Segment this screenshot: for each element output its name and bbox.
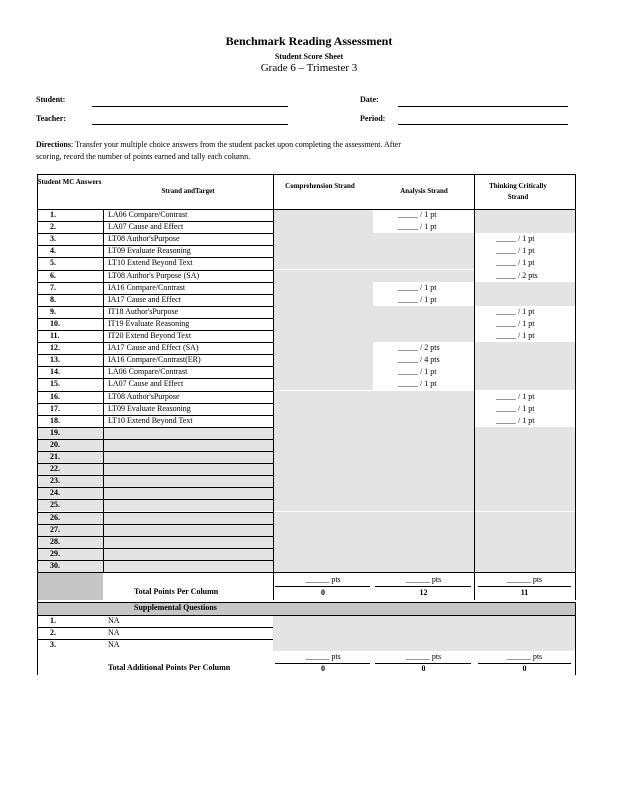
- row-number: 8.: [50, 294, 56, 304]
- cell-shade: [37, 524, 575, 536]
- analysis-score-field[interactable]: _____ / 1 pt: [398, 282, 437, 292]
- cell-shade: [273, 270, 373, 282]
- row-target: LA06 Compare/Contrast: [108, 367, 188, 377]
- directions-label: Directions: [36, 140, 71, 149]
- row-number: 10.: [50, 318, 60, 328]
- thinking-score-field[interactable]: _____ / 1 pt: [496, 306, 535, 316]
- thinking-score-field[interactable]: _____ / 1 pt: [496, 391, 535, 401]
- cell-shade: [37, 499, 575, 511]
- cell-shade: [474, 221, 575, 233]
- row-number: 6.: [50, 270, 56, 280]
- row-target: LT10 Extend Beyond Text: [108, 258, 193, 268]
- supplemental-row-target: NA: [108, 640, 120, 649]
- cell-shade: [474, 354, 575, 366]
- thinking-score-field[interactable]: _____ / 1 pt: [496, 234, 535, 244]
- think-add-value: 0: [522, 664, 527, 673]
- cell-shade: [273, 233, 373, 245]
- thinking-score-field[interactable]: _____ / 2 pts: [496, 270, 538, 280]
- row-number: 18.: [50, 415, 60, 425]
- row-target: LT08 Author'sPurpose: [108, 234, 180, 244]
- row-target: LT09 Evaluate Reasoning: [108, 403, 191, 413]
- cell-shade: [273, 209, 373, 221]
- cell-shade: [373, 415, 474, 427]
- analysis-score-field[interactable]: _____ / 1 pt: [398, 379, 437, 389]
- row-number: 21.: [50, 452, 60, 461]
- supplemental-top-rule: [37, 602, 575, 603]
- cell-shade: [373, 233, 474, 245]
- row-number: 17.: [50, 403, 60, 413]
- teacher-label: Teacher:: [36, 114, 66, 123]
- cell-shade: [273, 306, 373, 318]
- row-rule: [37, 439, 273, 440]
- totals-shade: [37, 572, 103, 600]
- header-thinking: Thinking Critically Strand: [489, 182, 547, 201]
- thinking-score-field[interactable]: _____ / 1 pt: [496, 331, 535, 340]
- cell-shade: [273, 366, 373, 378]
- cell-shade: [273, 415, 373, 427]
- cell-shade: [373, 270, 474, 282]
- think-total-pts-field[interactable]: ______ pts: [506, 575, 543, 584]
- row-number: 7.: [50, 282, 56, 292]
- directions: [36, 139, 584, 163]
- period-field[interactable]: [398, 124, 568, 125]
- thinking-score-field[interactable]: _____ / 1 pt: [496, 403, 535, 413]
- supplemental-shade: [273, 615, 575, 651]
- row-number: 27.: [50, 524, 60, 534]
- row-number: 13.: [50, 355, 60, 365]
- supplemental-row-number: 2.: [50, 628, 56, 637]
- row-number: 29.: [50, 548, 60, 558]
- anal-add-pts-field[interactable]: ______ pts: [405, 652, 442, 661]
- cell-shade: [474, 294, 575, 306]
- cell-shade: [273, 403, 373, 415]
- student-label: Student:: [36, 95, 66, 104]
- row-number: 19.: [50, 427, 60, 437]
- cell-shade: [37, 487, 575, 499]
- row-number: 11.: [50, 331, 60, 340]
- comp-add-value: 0: [321, 664, 325, 673]
- page-title: Benchmark Reading Assessment: [225, 34, 393, 48]
- cell-shade: [474, 378, 575, 390]
- cell-shade: [273, 354, 373, 366]
- cell-shade: [474, 366, 575, 378]
- date-field[interactable]: [398, 106, 568, 107]
- cell-shade: [37, 463, 575, 475]
- table-top-rule: [37, 174, 575, 175]
- cell-shade: [37, 427, 575, 439]
- cell-shade: [37, 475, 575, 487]
- row-target: IT20 Extend Beyond Text: [108, 331, 192, 340]
- cell-shade: [37, 512, 575, 524]
- comp-total-pts-field[interactable]: ______ pts: [305, 575, 341, 584]
- row-number: 15.: [50, 379, 60, 389]
- row-target: IT18 Author'sPurpose: [108, 306, 179, 316]
- row-number: 2.: [50, 222, 56, 232]
- column-rule: [273, 174, 274, 600]
- row-number: 28.: [50, 536, 60, 546]
- cell-shade: [373, 245, 474, 257]
- row-number: 14.: [50, 367, 60, 377]
- period-label: Period:: [360, 114, 386, 123]
- column-rule: [474, 174, 475, 600]
- row-number: 25.: [50, 500, 60, 510]
- row-rule: [37, 548, 273, 549]
- cell-shade: [273, 294, 373, 306]
- analysis-score-field[interactable]: _____ / 1 pt: [398, 294, 437, 304]
- supplemental-row-target: NA: [108, 628, 120, 637]
- row-target: LT08 Author's Purpose (SA): [108, 270, 200, 280]
- cell-shade: [373, 306, 474, 318]
- row-number: 1.: [50, 210, 56, 219]
- row-rule: [37, 499, 273, 500]
- row-rule: [37, 627, 273, 628]
- cell-shade: [37, 560, 575, 572]
- cell-shade: [37, 439, 575, 451]
- row-target: LT08 Author'sPurpose: [108, 391, 180, 401]
- row-target: IA17 Cause and Effect (SA): [108, 343, 199, 353]
- row-target: IA16 Compare/Contrast(ER): [108, 355, 201, 365]
- cell-shade: [373, 403, 474, 415]
- row-number: 30.: [50, 560, 60, 570]
- cell-shade: [273, 378, 373, 390]
- date-label: Date:: [360, 95, 379, 104]
- cell-shade: [474, 342, 575, 354]
- header-strand: Strand andTarget: [161, 187, 215, 195]
- supplemental-row-number: 1.: [50, 616, 56, 625]
- cell-shade: [373, 318, 474, 330]
- row-number: 26.: [50, 512, 60, 522]
- cell-shade: [273, 221, 373, 233]
- thinking-score-field[interactable]: _____ / 1 pt: [496, 415, 535, 425]
- cell-shade: [37, 536, 575, 548]
- grade-line: Grade 6 – Trimester 3: [260, 62, 358, 74]
- column-rule: [575, 602, 576, 675]
- cell-shade: [373, 330, 474, 342]
- row-number: 5.: [50, 258, 56, 268]
- supplemental-header-bar: [37, 602, 575, 615]
- analysis-score-field[interactable]: _____ / 1 pt: [398, 367, 437, 377]
- thinking-score-field[interactable]: _____ / 1 pt: [496, 246, 535, 256]
- header-analysis: Analysis Strand: [400, 187, 448, 195]
- row-target: IA16 Compare/Contrast: [108, 282, 186, 292]
- cell-shade: [273, 391, 373, 403]
- row-target: LT10 Extend Beyond Text: [108, 415, 193, 425]
- think-total-value: 11: [520, 588, 529, 597]
- row-rule: [37, 463, 273, 464]
- comp-total-underline: [275, 586, 370, 587]
- anal-total-underline: [375, 586, 471, 587]
- row-number: 23.: [50, 476, 60, 486]
- row-target: LA07 Cause and Effect: [108, 222, 184, 232]
- row-rule: [37, 639, 273, 640]
- comp-add-pts-field[interactable]: ______ pts: [305, 652, 341, 661]
- cell-shade: [273, 330, 373, 342]
- header-answers: Student MC Answers: [37, 178, 102, 186]
- cell-shade: [474, 209, 575, 221]
- think-add-pts-field[interactable]: ______ pts: [506, 652, 543, 661]
- row-rule: [37, 524, 273, 525]
- teacher-field[interactable]: [92, 124, 288, 125]
- analysis-score-field[interactable]: _____ / 2 pts: [398, 343, 440, 353]
- row-target: IA17 Cause and Effect: [108, 294, 181, 304]
- row-rule: [37, 487, 273, 488]
- row-rule: [37, 512, 273, 513]
- page-subtitle: Student Score Sheet: [274, 52, 344, 61]
- cell-shade: [373, 257, 474, 269]
- row-number: 22.: [50, 464, 60, 474]
- totals-top-rule: [37, 572, 575, 573]
- supplemental-row-number: 3.: [50, 640, 56, 649]
- thinking-score-field[interactable]: _____ / 1 pt: [496, 258, 535, 268]
- row-target: LA06 Compare/Contrast: [108, 210, 188, 219]
- row-rule: [37, 475, 273, 476]
- directions-line1: : Transfer your multiple choice answers from the student packet upon completing the assessment. After: [70, 140, 401, 149]
- row-number: 12.: [50, 343, 60, 353]
- comp-total-value: 0: [321, 588, 325, 597]
- cell-shade: [273, 342, 373, 354]
- cell-shade: [273, 257, 373, 269]
- row-number: 24.: [50, 488, 60, 498]
- row-target: IT19 Evaluate Reasoning: [108, 318, 190, 328]
- thinking-score-field[interactable]: _____ / 1 pt: [496, 318, 535, 328]
- row-target: LA07 Cause and Effect: [108, 379, 184, 389]
- student-field[interactable]: [92, 106, 288, 107]
- totals-label: Total Points Per Column: [134, 587, 219, 596]
- row-number: 4.: [50, 246, 56, 256]
- row-number: 3.: [50, 234, 56, 244]
- cell-shade: [37, 548, 575, 560]
- supplemental-row-target: NA: [108, 616, 120, 625]
- supplemental-header: Supplemental Questions: [134, 603, 217, 612]
- anal-total-value: 12: [419, 588, 428, 597]
- analysis-score-field[interactable]: _____ / 1 pt: [398, 210, 437, 219]
- row-rule: [37, 536, 273, 537]
- anal-total-pts-field[interactable]: ______ pts: [405, 575, 442, 584]
- cell-shade: [373, 391, 474, 403]
- row-rule: [37, 427, 273, 428]
- table-left-rule: [37, 174, 38, 675]
- cell-shade: [273, 318, 373, 330]
- table-right-rule: [575, 174, 576, 600]
- row-target: LT09 Evaluate Reasoning: [108, 246, 191, 256]
- row-rule: [37, 451, 273, 452]
- anal-add-value: 0: [421, 664, 426, 673]
- cell-shade: [474, 282, 575, 294]
- cell-shade: [273, 245, 373, 257]
- analysis-score-field[interactable]: _____ / 1 pt: [398, 222, 437, 232]
- cell-shade: [37, 451, 575, 463]
- row-number: 9.: [50, 306, 56, 316]
- analysis-score-field[interactable]: _____ / 4 pts: [398, 355, 440, 365]
- supplemental-total-label: Total Additional Points Per Column: [108, 663, 231, 672]
- header-comprehension: Comprehension Strand: [285, 182, 355, 190]
- directions-line2: scoring, record the number of points earned and tally each column.: [36, 152, 251, 161]
- think-total-underline: [478, 586, 571, 587]
- row-number: 16.: [50, 391, 60, 401]
- row-number: 20.: [50, 439, 60, 449]
- row-rule: [37, 560, 273, 561]
- cell-shade: [273, 282, 373, 294]
